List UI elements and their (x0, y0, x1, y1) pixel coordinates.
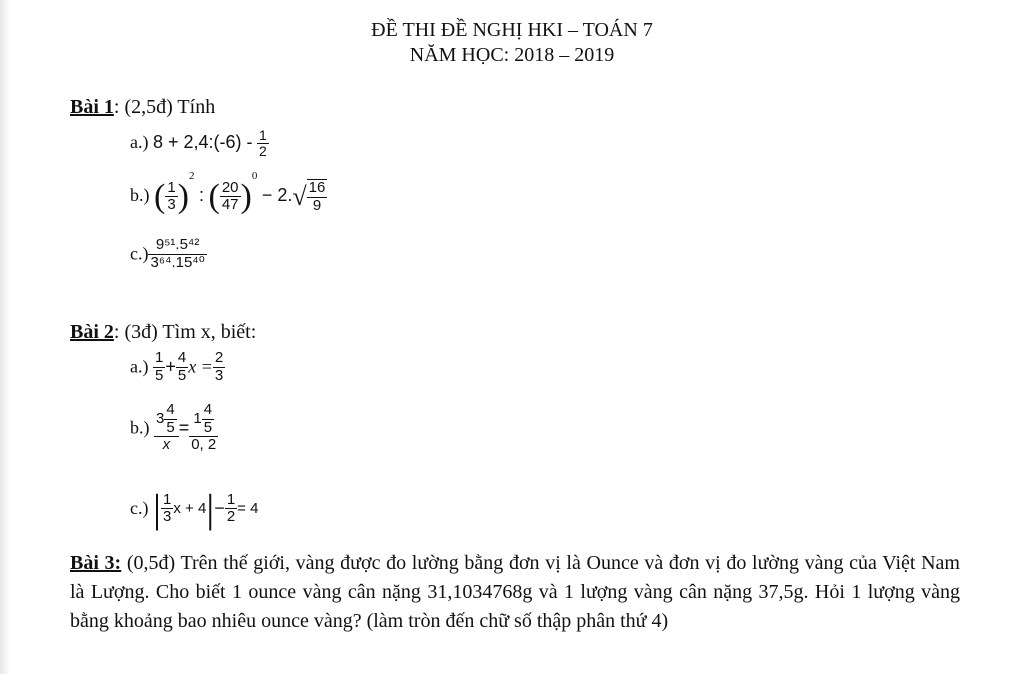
bai1-instruction: : (2,5đ) Tính (113, 96, 216, 118)
bai2-b (130, 402, 218, 454)
bai2-a-f3d: 3 (214, 366, 224, 384)
bai1-heading (70, 96, 215, 119)
bai1-b-minus: − 2. (261, 185, 293, 205)
bai2-c-rhs: = 4 (237, 500, 259, 517)
bai3-label: Bài 3: (70, 552, 122, 574)
bai1-b-sqd: 9 (307, 197, 328, 215)
bai2-a-f1n: 1 (154, 349, 164, 366)
bai2-c-f2d: 2 (226, 508, 236, 525)
bai2-a-frac1 (153, 350, 165, 384)
bai2-c-f2n: 1 (226, 490, 236, 508)
bai2-c-f1d: 3 (163, 508, 172, 525)
bai1-a-den: 2 (259, 143, 267, 160)
bai2-heading (70, 321, 256, 344)
bai2-a-frac3 (213, 350, 225, 384)
bai2-b-w1: 3 (156, 409, 165, 427)
bai2-c-minus: − (214, 498, 225, 518)
bai1-b-f2d: 47 (221, 196, 239, 214)
bai2-c-mid: x + 4 (173, 500, 207, 517)
bai1-b-colon: : (199, 185, 205, 205)
school-year: NĂM HỌC: 2018 – 2019 (409, 44, 615, 66)
bai2-b-d1: 5 (166, 418, 175, 436)
bai1-a-fraction (257, 128, 269, 160)
bai1-label: Bài 1 (70, 96, 114, 118)
bai1-c-num: 9⁵¹.5⁴² (155, 236, 200, 253)
bai1-a-label: a.) (130, 132, 149, 153)
bai2-b-den1: x (154, 436, 179, 454)
bai2-b-w2: 1 (193, 409, 202, 427)
bai2-b-n2: 4 (203, 401, 213, 418)
exam-title: ĐỀ THI ĐỀ NGHỊ HKI – TOÁN 7 (371, 19, 653, 41)
bai1-c-den: 3⁶⁴.15⁴⁰ (150, 253, 205, 271)
bai2-instruction: : (3đ) Tìm x, biết: (113, 321, 257, 343)
bai2-b-rhs (189, 402, 218, 454)
bai2-a-plus: + (165, 356, 176, 377)
bai1-b-f1d: 3 (167, 196, 176, 214)
bai2-c-f1n: 1 (163, 490, 172, 508)
bai1-b-f2n: 20 (221, 178, 239, 196)
bai1-b-sqrt (307, 179, 328, 214)
bai1-b-sqn: 16 (308, 179, 326, 197)
bai2-a-f2n: 4 (177, 349, 187, 366)
bai1-b-frac2 (220, 180, 241, 214)
bai1-b-frac1 (165, 180, 177, 214)
bai2-b-label: b.) (130, 417, 150, 438)
bai1-b: b.) ( $\frac{1}{3}$ )$^2$ : ( $\frac{20}{47}$ )$^0$ − 2.√ $\frac{16}{9}$ (130, 170, 326, 215)
bai1-b-exp2: 0 (251, 170, 258, 182)
bai1-b-f1n: 1 (167, 178, 176, 196)
bai2-b-lhs (154, 402, 179, 454)
bai2-b-mixed2 (202, 402, 214, 436)
bai1-b-exp1: 2 (189, 170, 195, 182)
bai2-b-d2: 5 (203, 418, 213, 436)
page-edge-shadow (0, 0, 10, 674)
bai2-c-label: c.) (130, 498, 149, 518)
bai1-c-fraction (148, 237, 206, 271)
bai2-b-rhs-top (189, 402, 218, 436)
bai2-b-n1: 4 (166, 401, 175, 418)
bai1-a-num: 1 (259, 127, 267, 143)
bai3-paragraph (70, 549, 960, 636)
bai1-a (130, 128, 269, 160)
bai2-c-frac1 (161, 492, 173, 526)
bai2-c: c.) | $\frac{1}{3}$ x + 4|− $\frac{1}{2}$ = 4 (130, 486, 259, 531)
bai2-b-mixed1 (164, 402, 176, 436)
bai2-a-frac2 (176, 350, 188, 384)
bai2-b-lhs-top (154, 402, 179, 436)
bai1-c-label: c.) (130, 243, 149, 264)
bai1-a-expr: 8 + 2,4:(-6) - (152, 132, 253, 153)
bai2-a (130, 350, 225, 384)
bai2-a-f1d: 5 (154, 366, 164, 384)
bai1-c (130, 237, 207, 271)
bai1-b-label: b.) (130, 185, 150, 205)
bai2-label: Bài 2 (70, 321, 114, 343)
bai2-b-eq: = (178, 417, 190, 438)
bai2-a-x: x = (188, 356, 213, 377)
bai2-b-den2: 0, 2 (191, 436, 217, 453)
bai2-a-label: a.) (130, 356, 149, 377)
bai3-text: (0,5đ) Trên thế giới, vàng được đo lường bằng đơn vị là Ounce và đơn vị đo lường vàng của Việt Nam là Lượng. Cho biết 1 ounce vàng cân nặng 31,1034768g và 1 lượng vàng cân nặng 37,5g. Hỏi 1 lượng vàng bằng khoảng bao nhiêu ounce vàng? (làm tròn đến chữ số thập phân thứ 4) (70, 552, 960, 632)
bai2-c-frac2 (225, 492, 237, 526)
bai2-a-f2d: 5 (177, 366, 187, 384)
bai2-a-f3n: 2 (214, 349, 224, 366)
